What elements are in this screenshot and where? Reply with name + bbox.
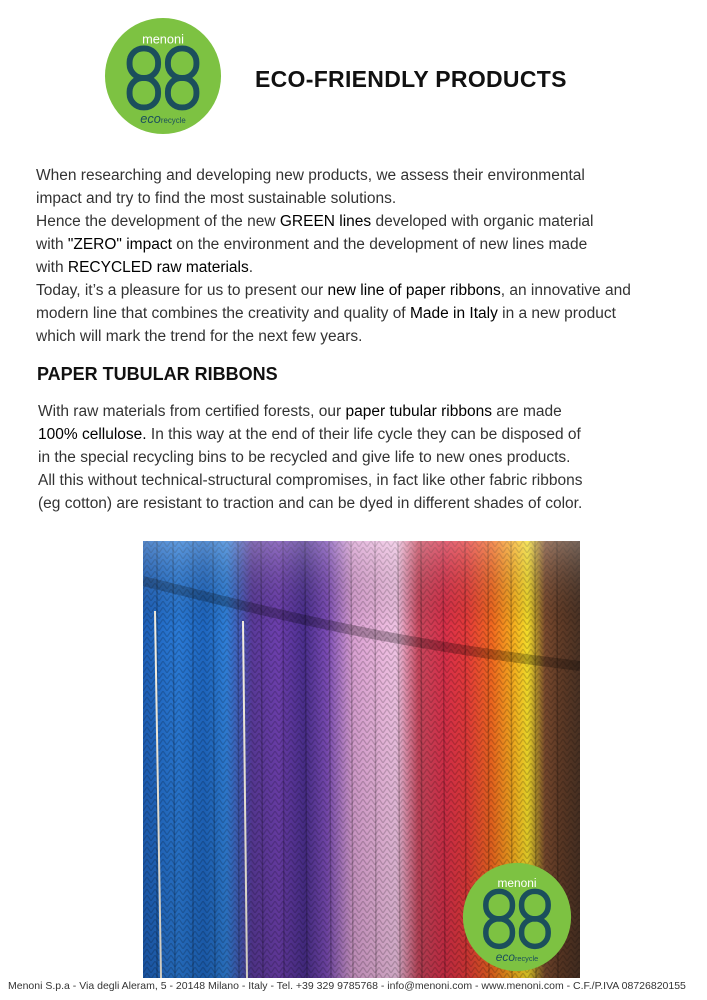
section-title: PAPER TUBULAR RIBBONS [37, 364, 278, 384]
intro-line: with "ZERO" impact on the environment and the development of new lines made [36, 236, 588, 253]
highlight-paper-ribbons: new line of paper ribbons [327, 282, 501, 299]
section-line: All this without technical-structural compromises, in fact like other fabric ribbons [38, 472, 583, 489]
logo-tagline: ecorecycle [140, 111, 186, 127]
highlight-green-lines: GREEN lines [279, 213, 372, 230]
logo-brand-name: menoni [497, 875, 537, 890]
highlight-zero-impact: "ZERO" impact [67, 236, 172, 253]
footer-contact: Menoni S.p.a - Via degli Aleram, 5 - 20148 Milano - Italy - Tel. +39 329 9785768 - info@menoni.com - www.menoni.com - C.F./P.IVA 08726820155 [8, 980, 686, 992]
highlight-made-in-italy: Made in Italy [409, 305, 498, 322]
intro-line: impact and try to find the most sustainable solutions. [36, 190, 397, 207]
section-line: 100% cellulose. In this way at the end of their life cycle they can be disposed of [38, 426, 581, 443]
intro-line: which will mark the trend for the next few years. [36, 328, 363, 345]
logo-brand-name: menoni [142, 31, 184, 47]
intro-line: Today, it’s a pleasure for us to present our new line of paper ribbons, an innovative and [36, 282, 631, 299]
intro-line: Hence the development of the new GREEN lines developed with organic material [36, 213, 594, 230]
highlight-cellulose: 100% cellulose. [38, 426, 147, 443]
intro-paragraph [36, 164, 676, 348]
intro-line: modern line that combines the creativity and quality of Made in Italy in a new product [36, 305, 616, 322]
page-title: ECO-FRIENDLY PRODUCTS [255, 66, 567, 92]
intro-line: with RECYCLED raw materials. [36, 259, 254, 276]
highlight-tubular-ribbons: paper tubular ribbons [345, 403, 492, 420]
section-line: in the special recycling bins to be recycled and give life to new ones products. [38, 449, 571, 466]
intro-line: When researching and developing new products, we assess their environmental [36, 167, 585, 184]
highlight-recycled: RECYCLED raw materials [67, 259, 249, 276]
menoni-eco-recycle-logo-small [462, 862, 572, 972]
logo-tagline: ecorecycle [495, 950, 539, 964]
section-paragraph [38, 400, 678, 515]
menoni-eco-recycle-logo [104, 17, 222, 135]
section-line: With raw materials from certified forests, our paper tubular ribbons are made [38, 403, 562, 420]
section-line: (eg cotton) are resistant to traction and can be dyed in different shades of color. [38, 495, 583, 512]
